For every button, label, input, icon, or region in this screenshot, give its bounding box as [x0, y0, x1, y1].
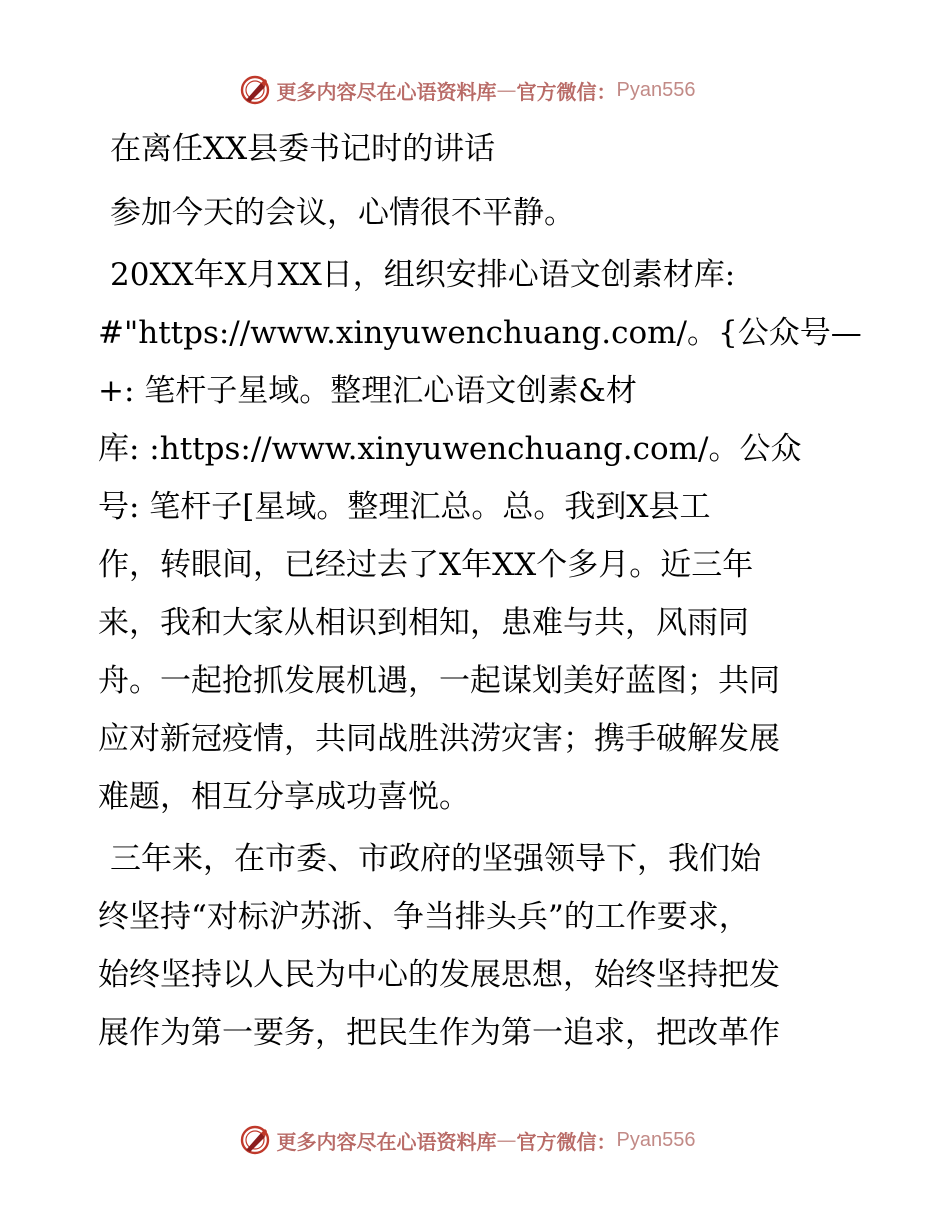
footer-banner	[0, 1120, 950, 1160]
footer-banner-content	[239, 1124, 696, 1156]
paragraph-line: 始终坚持以人民为中心的发展思想，始终坚持把发	[98, 957, 780, 993]
paragraph-3	[98, 830, 858, 1062]
document-title: 在离任XX县委书记时的讲话	[110, 131, 496, 167]
header-banner-content	[239, 74, 696, 106]
footer-banner-text: 更多内容尽在心语资料库	[276, 1129, 497, 1154]
paragraph-line: 三年来，在市委、市政府的坚强领导下，我们始	[110, 841, 761, 877]
paragraph-line: 展作为第一要务，把民生作为第一追求，把改革作	[98, 1015, 780, 1051]
paragraph-line: 库: :https://www.xinyuwenchuang.com/。公众	[98, 431, 802, 467]
footer-banner-dash: —	[496, 1128, 517, 1152]
paragraph-line: 难题，相互分享成功喜悦。	[98, 779, 470, 815]
footer-wechat-id: Pyan556	[616, 1128, 696, 1151]
paragraph-line: +: 笔杆子星域。整理汇心语文创素&材	[98, 373, 637, 409]
paragraph-line: 参加今天的会议，心情很不平静。	[110, 195, 575, 231]
header-banner-text: 更多内容尽在心语资料库	[276, 79, 497, 104]
paragraph-line: 号: 笔杆子[星域。整理汇总。总。我到X县工	[98, 489, 711, 525]
header-wechat-label: 官方微信：	[516, 79, 617, 104]
paragraph-line: #"https://www.xinyuwenchuang.com/。{公众号—	[98, 315, 862, 351]
paragraph-line: 应对新冠疫情，共同战胜洪涝灾害；携手破解发展	[98, 721, 780, 757]
footer-wechat-label: 官方微信：	[516, 1129, 617, 1154]
paragraph-line: 舟。一起抢抓发展机遇，一起谋划美好蓝图；共同	[98, 663, 780, 699]
paragraph-line: 作，转眼间，已经过去了X年XX个多月。近三年	[98, 547, 754, 583]
header-banner-dash: —	[496, 78, 517, 102]
header-banner	[0, 70, 950, 110]
paragraph-1	[98, 184, 858, 242]
document-body	[98, 122, 862, 1066]
header-wechat-id: Pyan556	[616, 78, 696, 101]
paragraph-line: 终坚持“对标沪苏浙、争当排头兵”的工作要求，	[98, 899, 750, 935]
paragraph-2	[98, 246, 862, 826]
pen-nib-logo-icon	[239, 74, 271, 106]
paragraph-line: 来，我和大家从相识到相知，患难与共，风雨同	[98, 605, 749, 641]
paragraph-line: 20XX年X月XX日，组织安排心语文创素材库:	[110, 257, 736, 293]
pen-nib-logo-icon	[239, 1124, 271, 1156]
